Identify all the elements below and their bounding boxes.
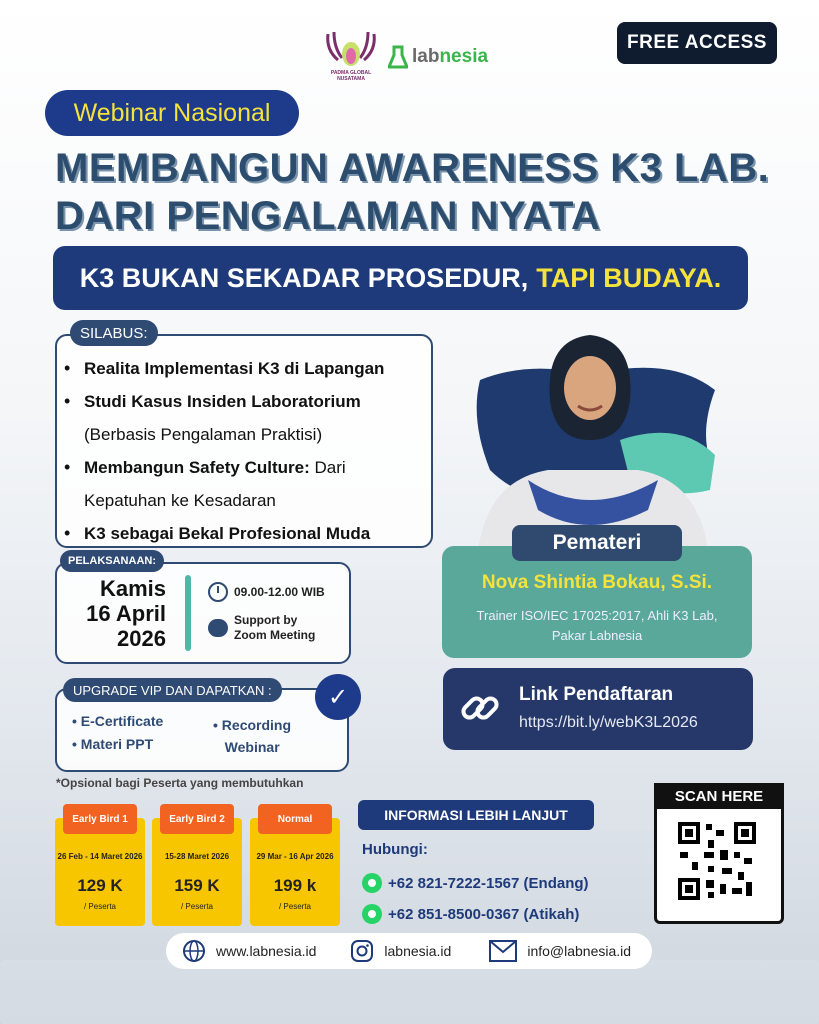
whatsapp-contact-2[interactable] xyxy=(362,904,579,924)
whatsapp-icon xyxy=(362,873,382,893)
price-unit: / Peserta xyxy=(180,902,213,911)
list-item: • Realita Implementasi K3 di Lapangan xyxy=(64,358,385,378)
padma-global-logo-text: PADMA GLOBAL NUSATAMA xyxy=(330,70,372,82)
flask-icon xyxy=(388,45,408,69)
schedule-day-month: 16 April xyxy=(86,601,166,626)
labnesia-logo xyxy=(388,44,488,70)
vip-item-ppt: • Materi PPT xyxy=(72,736,154,752)
footer-email[interactable] xyxy=(489,940,631,962)
scan-here-label: SCAN HERE xyxy=(654,783,784,809)
mail-icon xyxy=(489,940,517,962)
price-tier: Normal xyxy=(258,804,332,834)
list-item-sub: (Berbasis Pengalaman Praktisi) xyxy=(84,425,323,444)
info-label: INFORMASI LEBIH LANJUT xyxy=(358,800,594,830)
page-title xyxy=(55,144,775,240)
schedule-divider xyxy=(185,575,191,651)
background-lab-floor xyxy=(0,960,819,1024)
schedule-time xyxy=(208,582,325,602)
vip-label: UPGRADE VIP DAN DAPATKAN : xyxy=(63,678,282,702)
footer-bar xyxy=(166,933,652,969)
contact-label: Hubungi: xyxy=(362,841,428,858)
list-item: • K3 sebagai Bekal Profesional Muda xyxy=(64,523,371,543)
qr-code[interactable] xyxy=(678,822,756,900)
price-value: 129 K xyxy=(77,876,123,895)
speaker-role-line-2: Pakar Labnesia xyxy=(551,628,643,643)
price-period: 15-28 Maret 2026 xyxy=(164,852,230,861)
price-value: 159 K xyxy=(174,876,220,895)
background-lab-equipment xyxy=(600,790,660,830)
schedule-day: Kamis xyxy=(99,576,166,601)
price-period: 26 Feb - 14 Maret 2026 xyxy=(57,852,143,861)
price-card-normal xyxy=(250,813,340,926)
schedule-year: 2026 xyxy=(117,626,166,651)
website-text: www.labnesia.id xyxy=(216,943,317,959)
speaker-photo xyxy=(545,330,635,440)
padma-global-logo xyxy=(324,30,378,82)
schedule-label: PELAKSANAAN: xyxy=(60,550,164,572)
chat-icon xyxy=(208,619,228,637)
price-tier: Early Bird 1 xyxy=(63,804,137,834)
silabus-label: SILABUS: xyxy=(70,320,158,346)
globe-icon xyxy=(182,939,206,963)
price-card-early-bird-2 xyxy=(152,813,242,926)
tagline-highlight: TAPI BUDAYA. xyxy=(536,262,722,293)
vip-item-recording: • Recording Webinar xyxy=(213,717,292,755)
free-access-badge: FREE ACCESS xyxy=(617,22,777,64)
tagline-banner xyxy=(53,246,748,310)
list-item: • Membangun Safety Culture: Dari xyxy=(64,457,346,477)
check-badge-icon: ✓ xyxy=(315,674,361,720)
whatsapp-icon xyxy=(362,904,382,924)
registration-title: Link Pendaftaran xyxy=(519,684,674,705)
link-icon xyxy=(458,686,502,730)
silabus-list xyxy=(64,352,429,550)
phone-2: +62 851-8500-0367 (Atikah) xyxy=(388,905,580,923)
price-unit: / Peserta xyxy=(83,902,116,911)
speaker-role-line-1: Trainer ISO/IEC 17025:2017, Ahli K3 Lab, xyxy=(476,608,718,623)
list-item-sub: Kepatuhan ke Kesadaran xyxy=(84,491,276,510)
vip-note: *Opsional bagi Peserta yang membutuhkan xyxy=(56,776,304,790)
email-text: info@labnesia.id xyxy=(527,943,632,959)
phone-1: +62 821-7222-1567 (Endang) xyxy=(388,874,589,892)
clock-icon xyxy=(208,582,228,602)
registration-url[interactable]: https://bit.ly/webK3L2026 xyxy=(519,714,698,731)
labnesia-logo-lab: lab xyxy=(412,46,440,67)
vip-item-certificate: • E-Certificate xyxy=(72,713,164,729)
speaker-name: Nova Shintia Bokau, S.Si. xyxy=(481,572,713,593)
list-item: • Studi Kasus Insiden Laboratorium xyxy=(64,391,361,411)
speaker-label: Pemateri xyxy=(512,525,682,561)
price-value: 199 k xyxy=(273,876,317,895)
price-card-early-bird-1 xyxy=(55,813,145,926)
schedule-platform xyxy=(208,613,315,643)
speaker-role xyxy=(452,606,742,646)
labnesia-logo-nesia: nesia xyxy=(439,46,489,67)
platform-line-1: Support by xyxy=(234,613,298,627)
footer-instagram[interactable] xyxy=(350,939,451,963)
instagram-icon xyxy=(350,939,374,963)
schedule-date xyxy=(60,576,166,651)
platform-line-2: Zoom Meeting xyxy=(234,628,316,642)
price-unit: / Peserta xyxy=(278,902,311,911)
title-line-1: MEMBANGUN AWARENESS K3 LAB. xyxy=(55,146,770,190)
instagram-text: labnesia.id xyxy=(384,943,452,959)
price-tier: Early Bird 2 xyxy=(160,804,234,834)
event-type-badge: Webinar Nasional xyxy=(45,90,299,136)
footer-website[interactable] xyxy=(182,939,316,963)
tagline-main: K3 BUKAN SEKADAR PROSEDUR, xyxy=(79,262,529,293)
title-line-2: DARI PENGALAMAN NYATA xyxy=(55,194,601,238)
price-period: 29 Mar - 16 Apr 2026 xyxy=(256,852,334,861)
whatsapp-contact-1[interactable] xyxy=(362,873,589,893)
schedule-time-text: 09.00-12.00 WIB xyxy=(234,585,325,599)
